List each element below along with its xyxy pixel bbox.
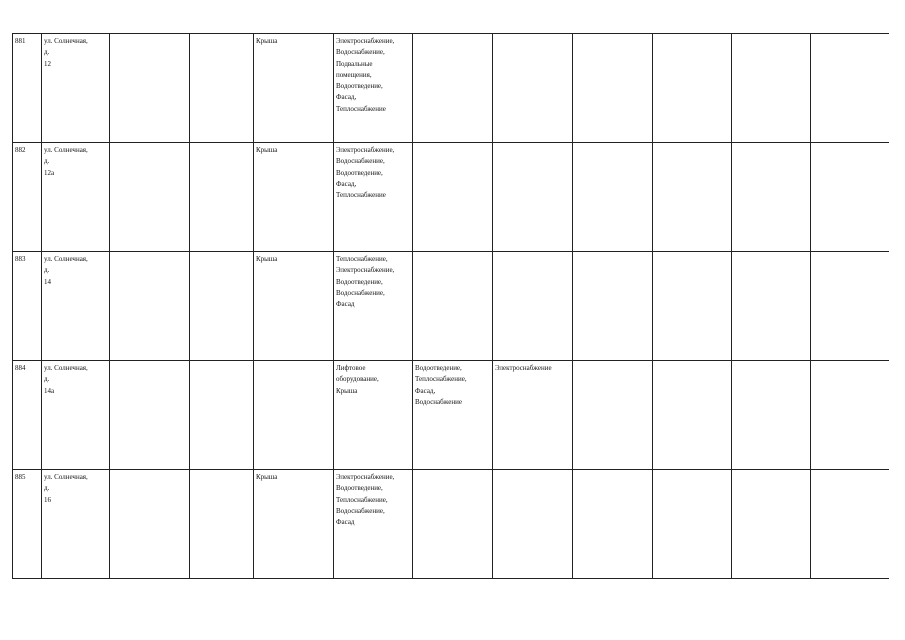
work-item: Электроснабжение, — [336, 473, 395, 481]
work-item: Водоотведение, — [415, 364, 462, 372]
work-type-cell — [493, 143, 573, 252]
work-item: Теплоснабжение, — [336, 495, 388, 504]
empty-cell — [573, 143, 653, 252]
empty-cell — [732, 361, 811, 470]
work-item: Фасад — [336, 300, 355, 309]
work-item: Крыша — [336, 386, 358, 395]
work-item: Фасад, — [336, 179, 357, 188]
empty-cell — [653, 143, 732, 252]
empty-cell — [811, 34, 889, 143]
address-line: д. — [44, 484, 50, 493]
empty-cell — [110, 361, 190, 470]
row-number-cell: 882 — [13, 143, 42, 252]
work-type-cell: Электроснабжение — [493, 361, 573, 470]
empty-cell — [190, 361, 254, 470]
address-cell — [42, 143, 110, 252]
empty-cell — [110, 470, 190, 579]
address-cell — [42, 252, 110, 361]
empty-cell — [653, 252, 732, 361]
table-row — [13, 470, 889, 579]
address-cell — [42, 470, 110, 579]
work-item: помещения, — [336, 70, 372, 79]
empty-cell — [732, 143, 811, 252]
empty-cell — [190, 34, 254, 143]
work-item: Фасад — [336, 518, 355, 527]
address-line: д. — [44, 266, 50, 275]
empty-cell — [653, 34, 732, 143]
work-item: Подвальные — [336, 59, 373, 68]
work-item: Фасад, — [336, 93, 357, 102]
work-item: Водоснабжение, — [336, 288, 385, 297]
work-item: Водоотведение, — [336, 168, 383, 177]
work-type-cell — [493, 252, 573, 361]
work-list-cell — [413, 252, 493, 361]
empty-cell — [811, 470, 889, 579]
work-item: Водоотведение, — [336, 82, 383, 91]
table-row — [13, 361, 889, 470]
work-item: Теплоснабжение, — [415, 375, 467, 384]
empty-cell — [190, 143, 254, 252]
row-number-cell: 885 — [13, 470, 42, 579]
empty-cell — [190, 470, 254, 579]
work-type-cell — [254, 361, 334, 470]
empty-cell — [732, 470, 811, 579]
row-number-cell: 881 — [13, 34, 42, 143]
work-item: Лифтовое — [336, 364, 366, 372]
address-line: 12а — [44, 168, 55, 177]
empty-cell — [811, 361, 889, 470]
work-list-cell — [334, 143, 413, 252]
work-item: оборудование, — [336, 375, 379, 384]
empty-cell — [732, 34, 811, 143]
address-cell — [42, 361, 110, 470]
address-line: д. — [44, 48, 50, 57]
work-type-cell: Крыша — [254, 470, 334, 579]
empty-cell — [732, 252, 811, 361]
work-item: Водоотведение, — [336, 484, 383, 493]
work-list-cell — [334, 470, 413, 579]
work-item: Фасад, — [415, 386, 436, 395]
empty-cell — [110, 252, 190, 361]
work-item: Теплоснабжение, — [336, 255, 388, 263]
table-body — [13, 34, 889, 579]
work-list-cell — [334, 252, 413, 361]
work-list-cell — [413, 143, 493, 252]
work-list-cell — [413, 470, 493, 579]
address-line: 12 — [44, 59, 51, 68]
empty-cell — [811, 252, 889, 361]
work-item: Водоснабжение, — [336, 506, 385, 515]
work-item: Водоснабжение, — [336, 48, 385, 57]
work-type-cell: Крыша — [254, 143, 334, 252]
empty-cell — [653, 470, 732, 579]
work-item: Электроснабжение, — [336, 146, 395, 154]
work-list-cell — [334, 34, 413, 143]
empty-cell — [110, 143, 190, 252]
address-line: ул. Солнечная, — [44, 255, 88, 263]
address-line: 16 — [44, 495, 51, 504]
empty-cell — [110, 34, 190, 143]
address-line: д. — [44, 375, 50, 384]
address-line: д. — [44, 157, 50, 166]
address-line: ул. Солнечная, — [44, 473, 88, 481]
empty-cell — [573, 470, 653, 579]
address-line: ул. Солнечная, — [44, 146, 88, 154]
table-row — [13, 34, 889, 143]
empty-cell — [573, 361, 653, 470]
work-type-cell: Крыша — [254, 252, 334, 361]
repair-plan-table — [12, 33, 889, 579]
work-item: Водоотведение, — [336, 277, 383, 286]
work-type-cell: Крыша — [254, 34, 334, 143]
empty-cell — [811, 143, 889, 252]
empty-cell — [653, 361, 732, 470]
address-line: ул. Солнечная, — [44, 364, 88, 372]
address-line: 14а — [44, 386, 55, 395]
work-item: Электроснабжение, — [336, 266, 395, 275]
address-cell — [42, 34, 110, 143]
table-row — [13, 252, 889, 361]
work-list-cell — [413, 34, 493, 143]
work-item: Теплоснабжение — [336, 191, 386, 200]
work-item: Водоснабжение, — [336, 157, 385, 166]
work-item: Водоснабжение — [415, 397, 463, 406]
empty-cell — [190, 252, 254, 361]
address-line: 14 — [44, 277, 51, 286]
work-list-cell — [334, 361, 413, 470]
row-number-cell: 883 — [13, 252, 42, 361]
empty-cell — [573, 252, 653, 361]
work-item: Электроснабжение, — [336, 37, 395, 45]
work-list-cell — [413, 361, 493, 470]
row-number-cell: 884 — [13, 361, 42, 470]
address-line: ул. Солнечная, — [44, 37, 88, 45]
work-item: Теплоснабжение — [336, 104, 386, 113]
empty-cell — [573, 34, 653, 143]
table-row — [13, 143, 889, 252]
work-type-cell — [493, 34, 573, 143]
work-type-cell — [493, 470, 573, 579]
